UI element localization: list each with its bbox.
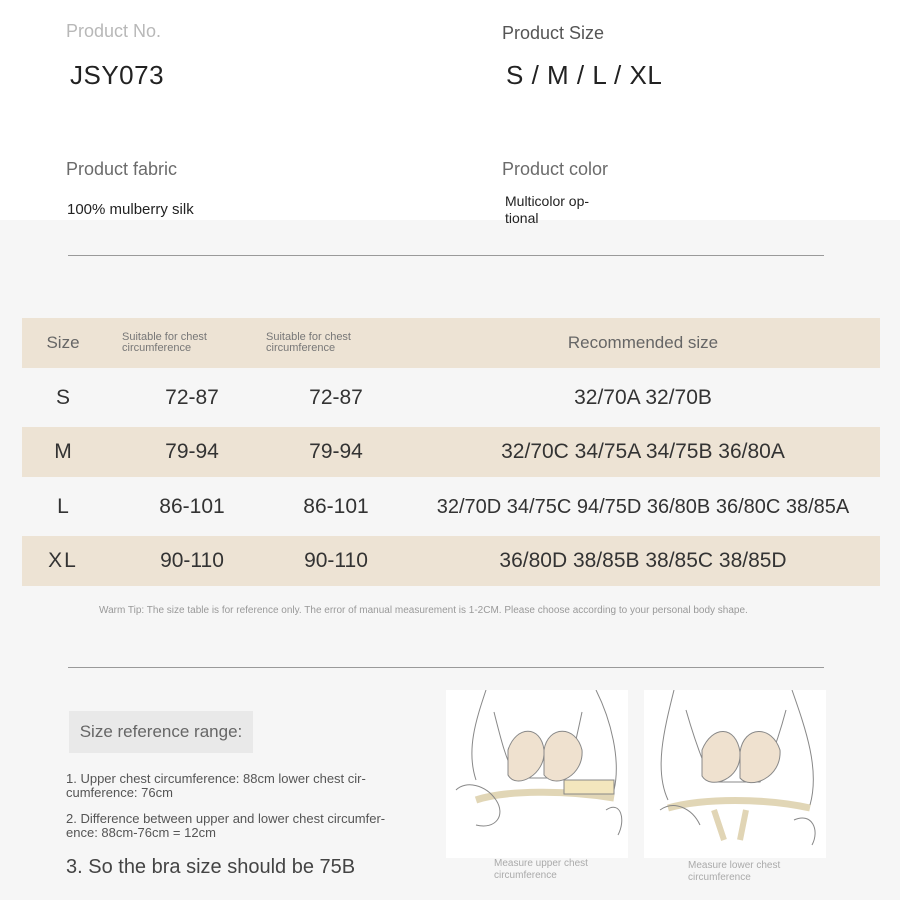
cell-size: L [57,495,69,518]
cell-size: S [55,386,70,409]
cell-recommended: 36/80D 38/85B 38/85C 38/85D [499,549,787,572]
cell-chest-2: 86-101 [303,495,369,518]
lower-chest-figure-icon [644,690,826,858]
product-size-value: S / M / L / XL [506,60,663,90]
lower-chest-illustration [644,690,826,858]
header-chest-1: Suitable for chest circumference [122,331,207,354]
lower-chest-caption [688,860,780,884]
lower-chest-caption-line2: circumference [688,872,751,883]
table-header-row [22,318,880,368]
divider-bottom [68,667,824,668]
warm-tip: Warm Tip: The size table is for reference only. The error of manual measurement is 1-2CM. Please choose according to your personal body shape. [99,605,748,616]
product-color-value [505,193,589,227]
table-row [22,482,880,532]
cell-chest-1: 86-101 [159,495,225,518]
table-row [22,373,880,423]
product-no-label: Product No. [66,21,162,41]
header-size: Size [46,333,80,352]
reference-step-1-line1: 1. Upper chest circumference: 88cm lower chest cir- [66,771,366,786]
cell-chest-1: 79-94 [165,440,219,463]
cell-recommended: 32/70C 34/75A 34/75B 36/80A [501,440,785,463]
cell-chest-2: 72-87 [309,386,363,409]
header-recommended: Recommended size [567,333,719,352]
size-reference-title: Size reference range: [69,711,253,753]
reference-step-1-line2: cumference: 76cm [66,785,173,800]
upper-chest-caption-line2: circumference [494,870,557,881]
cell-recommended: 32/70D 34/75C 94/75D 36/80B 36/80C 38/85A [436,495,850,518]
product-color-value-line1: Multicolor op- [505,193,590,209]
product-no-value: JSY073 [70,60,165,90]
upper-chest-figure-icon [446,690,628,858]
reference-step-3: 3. So the bra size should be 75B [66,856,356,878]
product-color-value-line2: tional [505,210,539,226]
upper-chest-caption [494,858,588,882]
product-fabric-label: Product fabric [66,159,178,179]
upper-chest-caption-line1: Measure upper chest [494,858,588,869]
product-size-label: Product Size [502,23,605,43]
reference-step-1 [66,772,416,800]
cell-chest-1: 90-110 [160,549,224,572]
cell-chest-1: 72-87 [165,386,219,409]
cell-size: XL [48,549,78,572]
cell-size: M [54,440,72,463]
reference-step-2-line2: ence: 88cm-76cm = 12cm [66,825,216,840]
product-color-label: Product color [502,159,609,179]
table-row [22,536,880,586]
upper-chest-illustration [446,690,628,858]
product-fabric-value: 100% mulberry silk [67,201,194,218]
header-chest-2: Suitable for chest circumference [266,331,351,354]
divider-top [68,255,824,256]
lower-chest-caption-line1: Measure lower chest [688,860,781,871]
reference-step-2 [66,812,416,840]
table-row [22,427,880,477]
reference-step-2-line1: 2. Difference between upper and lower chest circumfer- [66,811,386,826]
cell-chest-2: 79-94 [309,440,363,463]
cell-chest-2: 90-110 [304,549,368,572]
cell-recommended: 32/70A 32/70B [574,386,712,409]
